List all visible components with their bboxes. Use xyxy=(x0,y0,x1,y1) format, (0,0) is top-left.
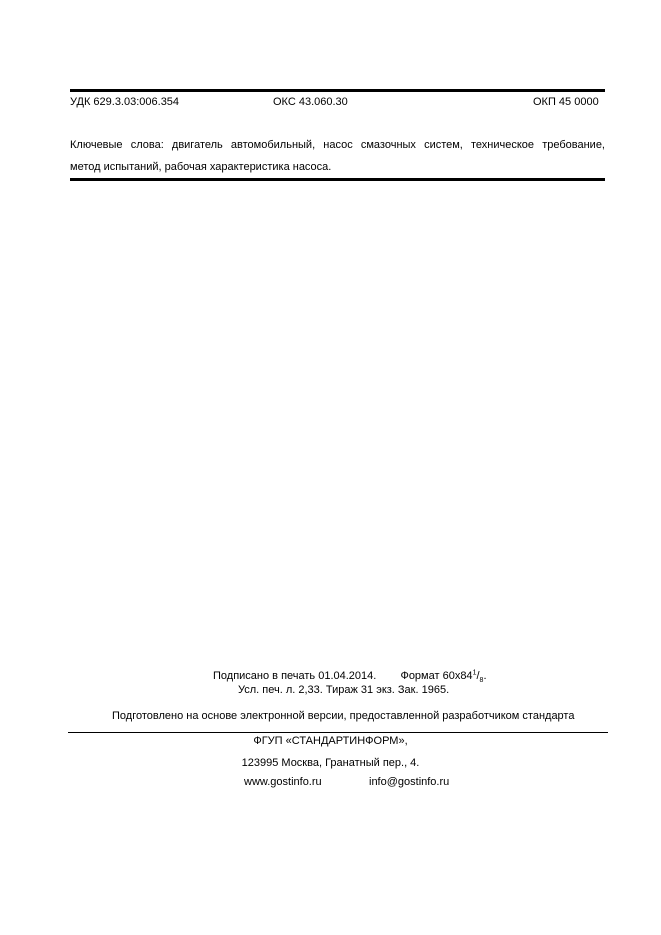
keywords-paragraph xyxy=(70,134,605,178)
prepared-note: Подготовлено на основе электронной версии, предоставленной разработчиком стандарта xyxy=(112,710,575,722)
keywords-line-1: Ключевые слова: двигатель автомобильный, насос смазочных систем, техническое требование, xyxy=(70,139,605,151)
signed-date: Подписано в печать 01.04.2014. xyxy=(213,670,377,682)
publisher-rule xyxy=(68,732,608,733)
format-fraction-numerator: 1 xyxy=(472,669,477,677)
okp-code: ОКП 45 0000 xyxy=(533,96,599,108)
publisher-name: ФГУП «СТАНДАРТИНФОРМ», xyxy=(253,735,408,747)
print-format: Формат 60х84 xyxy=(400,670,473,682)
email-link[interactable]: info@gostinfo.ru xyxy=(369,776,450,788)
publisher-address: 123995 Москва, Гранатный пер., 4. xyxy=(241,757,420,769)
print-sheets-line: Усл. печ. л. 2,33. Тираж 31 экз. Зак. 1965. xyxy=(238,684,450,696)
oks-code: ОКС 43.060.30 xyxy=(273,96,348,108)
format-end: . xyxy=(483,670,487,682)
udk-code: УДК 629.3.03:006.354 xyxy=(70,96,180,108)
keywords-line-2: метод испытаний, рабочая характеристика насоса. xyxy=(70,161,332,173)
format-fraction-denominator: 8 xyxy=(479,677,484,685)
top-rule xyxy=(70,89,605,92)
bottom-header-rule xyxy=(70,178,605,181)
imprint-signed-line: Подписано в печать 01.04.2014. Формат $60х84^1/_8$. xyxy=(213,669,487,685)
website-link[interactable]: www.gostinfo.ru xyxy=(244,776,322,788)
